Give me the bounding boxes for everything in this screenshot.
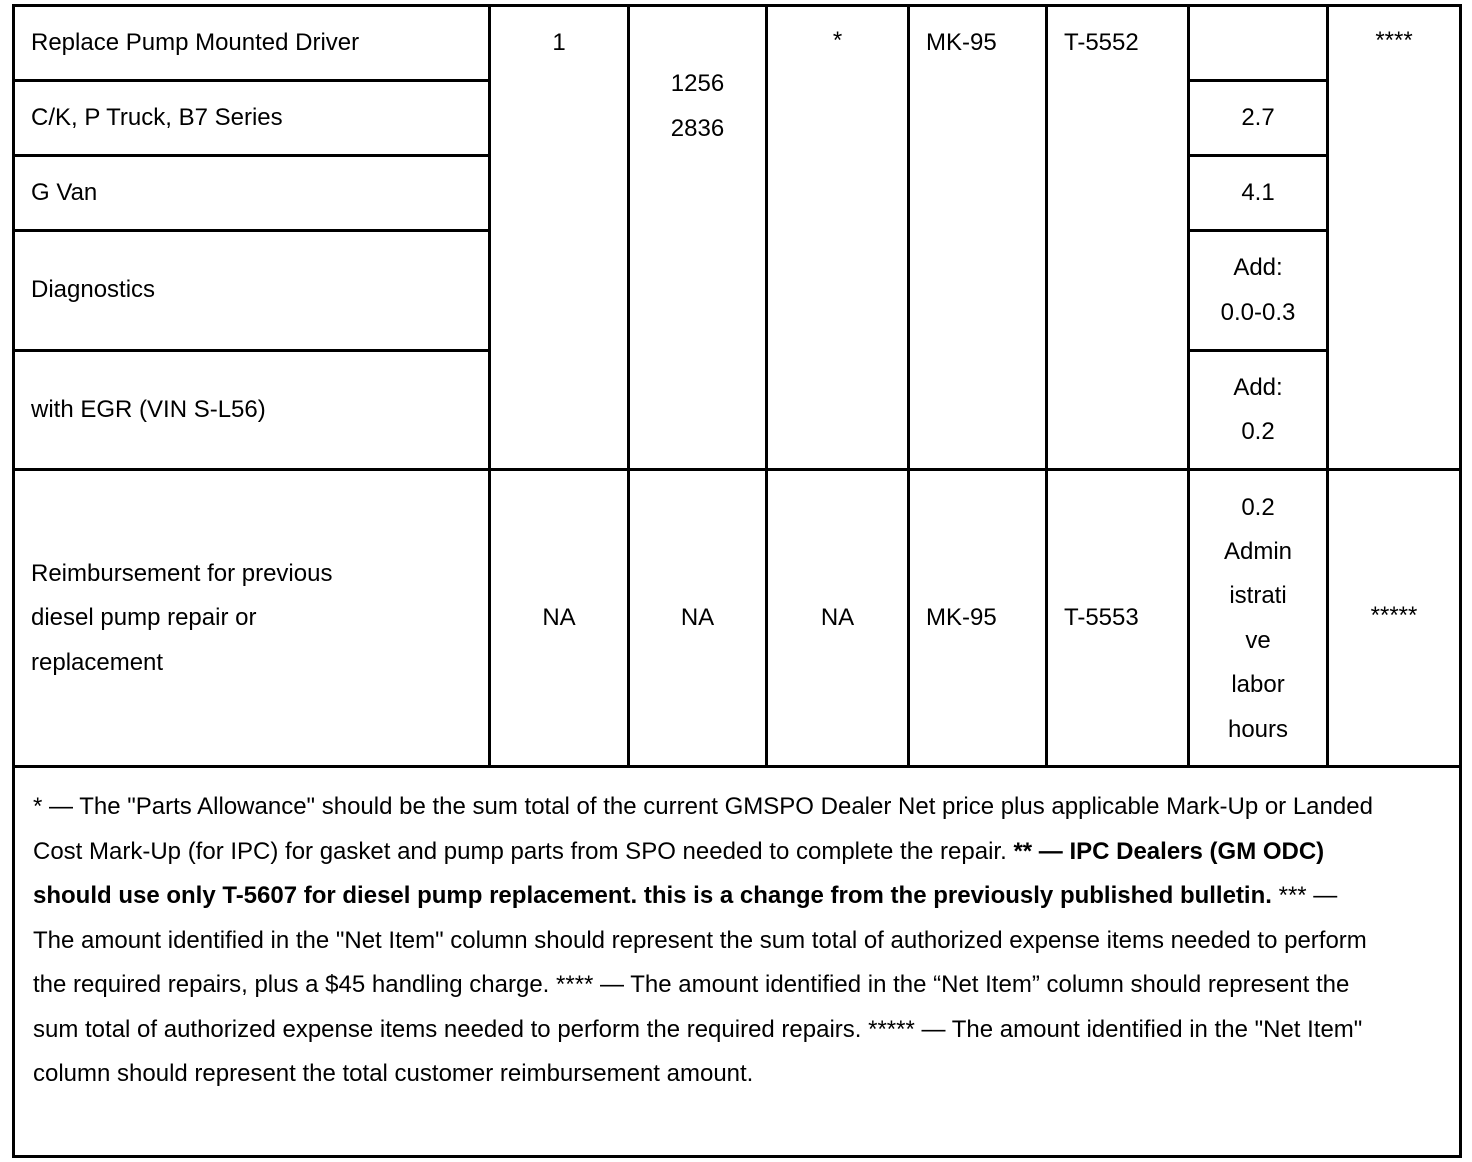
row-divider	[1187, 154, 1329, 157]
row4-hours-value: 0.0-0.3	[1220, 299, 1296, 326]
col-divider	[1045, 7, 1048, 765]
row-divider	[1187, 349, 1329, 352]
row1-t-code: T-5552	[1064, 29, 1139, 56]
row-divider	[15, 229, 488, 232]
row1-parts-allowance: *	[832, 27, 843, 54]
footnote-ipc-dealers: ** — IPC Dealers (GM ODC) should use only T-5607 for diesel pump replacement. this is a change from the previously published bulletin.	[33, 837, 1325, 909]
row3-hours: 4.1	[1241, 179, 1275, 206]
row1-description: Replace Pump Mounted Driver	[31, 29, 360, 56]
row1-code-b: 2836	[670, 115, 725, 142]
labor-operations-table	[12, 4, 1462, 1158]
row6-hours-line2: Admin	[1223, 538, 1293, 565]
row6-quantity: NA	[542, 604, 576, 631]
col-divider	[1326, 7, 1329, 765]
footnote-parts-allowance: * — The "Parts Allowance" should be the sum total of the current GMSPO Dealer Net price plus applicable Mark-Up or Landed Cost Mark-Up (for IPC) for gasket and pump parts from SPO needed to complete the repair.	[33, 793, 1373, 865]
footnote-net-item: *** — The amount identified in the "Net Item" column should represent the sum total of authorized expense items needed to perform the required repairs, plus a $45 handling charge. **** — The amount identified in the “Net Item” column should represent the sum total of authorized expense items needed to perform the required repairs. ***** — The amount identified in the "Net Item" column should represent the total customer reimbursement amount.	[33, 882, 1367, 1087]
row5-hours-label: Add:	[1233, 374, 1283, 401]
row2-hours: 2.7	[1241, 104, 1275, 131]
row-divider	[15, 154, 488, 157]
row2-description: C/K, P Truck, B7 Series	[31, 104, 283, 131]
row1-code-a: 1256	[670, 70, 725, 97]
col-divider	[907, 7, 910, 765]
row6-t-code: T-5553	[1064, 604, 1139, 631]
notes-divider	[15, 765, 1459, 768]
row6-description-line1: Reimbursement for previous	[31, 560, 333, 587]
row1-quantity: 1	[552, 29, 566, 56]
row-divider	[1187, 229, 1329, 232]
row6-hours-line4: ve	[1245, 627, 1271, 654]
row-divider	[1187, 79, 1329, 82]
row6-hours-line1: 0.2	[1241, 494, 1275, 521]
row1-mk: MK-95	[926, 29, 997, 56]
col-divider	[488, 7, 491, 765]
row6-hours-line3: istrati	[1229, 582, 1287, 609]
row1-net-item-flag: ****	[1375, 27, 1413, 54]
row5-description: with EGR (VIN S-L56)	[31, 396, 266, 423]
row4-hours-label: Add:	[1233, 254, 1283, 281]
row6-code: NA	[680, 604, 715, 631]
row6-description-line2: diesel pump repair or	[31, 604, 257, 631]
row6-parts-allowance: NA	[820, 604, 855, 631]
row-divider	[15, 79, 488, 82]
row6-net-item-flag: *****	[1370, 602, 1418, 629]
row-divider	[15, 468, 1459, 471]
row5-hours-value: 0.2	[1241, 418, 1275, 445]
row3-description: G Van	[31, 179, 98, 206]
row6-hours-line5: labor	[1231, 671, 1285, 698]
footnotes	[33, 785, 1373, 1097]
row4-description: Diagnostics	[31, 276, 156, 303]
row6-hours-line6: hours	[1227, 716, 1289, 743]
col-divider	[765, 7, 768, 765]
row6-description-line3: replacement	[31, 649, 164, 676]
row6-mk: MK-95	[926, 604, 997, 631]
row-divider	[15, 349, 488, 352]
